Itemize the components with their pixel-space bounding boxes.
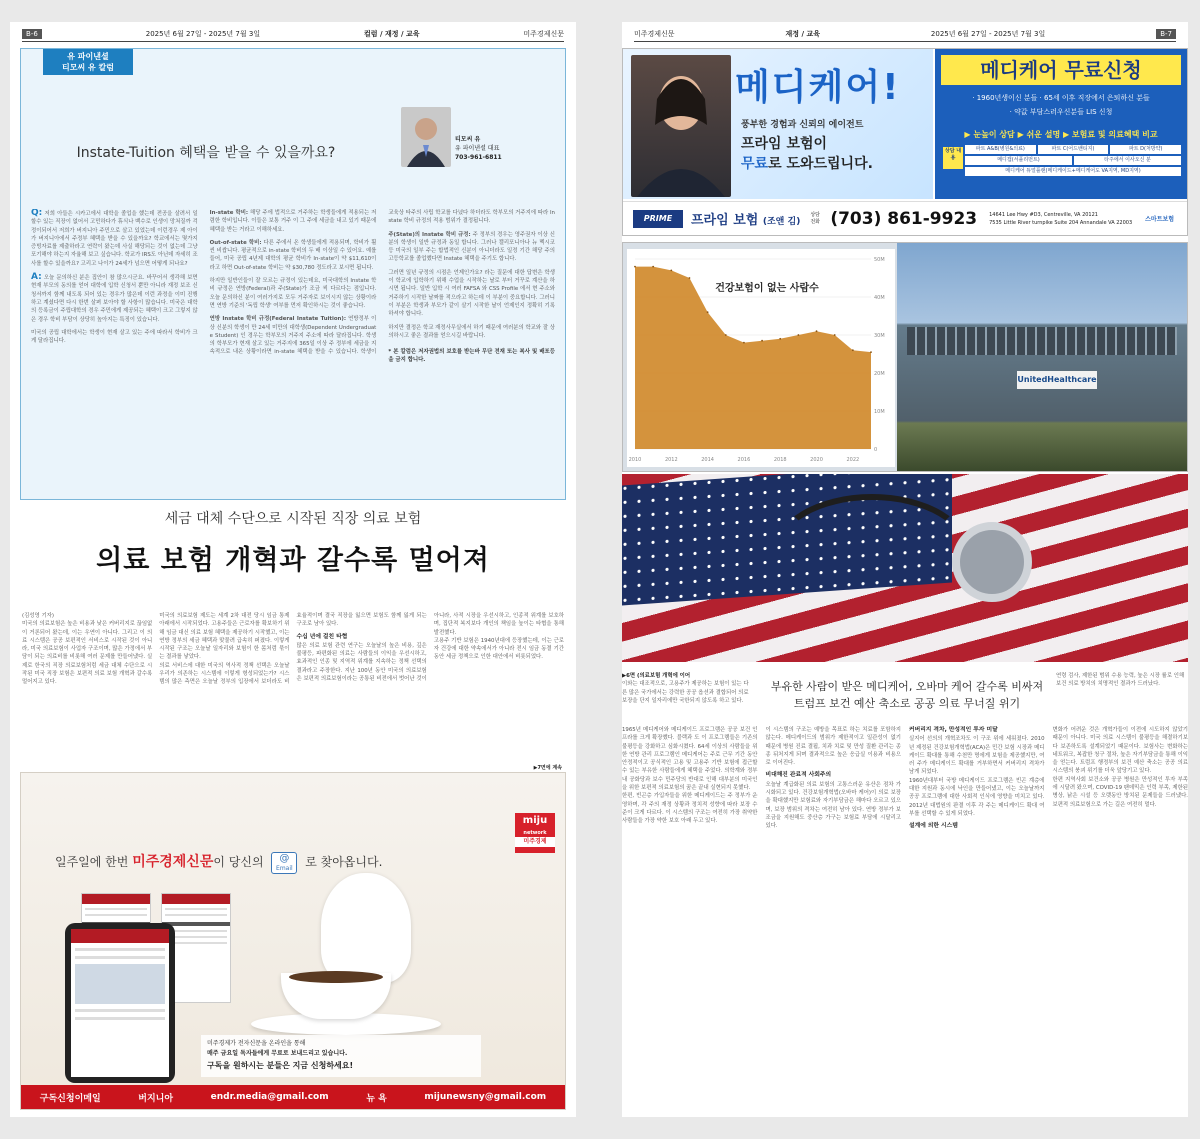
email-newyork-link[interactable]: mijunewsny@gmail.com bbox=[424, 1092, 547, 1102]
ad-note-2: 매주 금요일 독자들에게 무료로 보내드리고 있습니다. bbox=[207, 1050, 348, 1057]
miju-ad-headline bbox=[55, 851, 382, 874]
coffee-icon bbox=[289, 971, 383, 983]
address-1: 14641 Lee Hwy #D3, Centreville, VA 20121 bbox=[989, 211, 1098, 218]
article-paragraph: 미국의 의료보험 제도는 세계 2차 대전 당시 임금 통제 아래에서 시작되었다. 고용주들은 근로자를 확보하기 위해 임금 대신 의료 보험 혜택을 제공하기 시작했고, 이는 연방 정부의 세금 혜택과 맞물려 급속히 퍼졌다. 이렇게 시작된 구조는 오늘날 일자리와 보험이 한 몸처럼 묶이는 결과를 낳았다. bbox=[159, 613, 290, 661]
federal-label: 연방 Instate 학비 규정(Federal Instate Tuition): bbox=[209, 316, 346, 323]
sponsor-logo: 스마트보험 bbox=[1145, 216, 1175, 223]
prime-name-main: 프라임 보험 bbox=[691, 213, 759, 228]
right-article-head bbox=[622, 672, 1188, 722]
medicare-name-line1: 프라임 보험이 bbox=[741, 136, 828, 152]
miju-subscription-ad bbox=[20, 772, 566, 1110]
author-silhouette-icon bbox=[401, 107, 451, 167]
email-label: Email bbox=[276, 864, 293, 872]
medicare-ad bbox=[622, 48, 1188, 236]
plan-cell: 메디케어 듀얼플랜(메디케이드+메디케어도 VA지역, MD지역) bbox=[965, 167, 1181, 176]
ad-note-3: 구독을 원하시는 분들은 지금 신청하세요! bbox=[207, 1061, 354, 1070]
outstate-paragraph bbox=[210, 239, 377, 272]
title-line-2: 트럼프 보건 예산 축소로 공공 의료 무너질 위기 bbox=[793, 697, 1021, 710]
column-tag-line1: 유 파이낸셜 bbox=[67, 52, 109, 61]
author-name: 티모씨 유 bbox=[455, 136, 481, 143]
email-virginia-link[interactable]: endr.media@gmail.com bbox=[210, 1092, 329, 1102]
article-paragraph: 실지어 선의의 개혁조차도 이 구조 위에 세워졌다. 2010년 제정된 건강보험개혁법(ACA)은 민간 보험 시장과 메디케이드 확대를 통해 수천만 명에게 보험을 제공했지만, 여러 주가 메디케이드 확대를 거부하면서 커버리지 격차가 남게 되었다. bbox=[909, 736, 1045, 776]
author-info bbox=[455, 135, 502, 162]
article-paragraph: 고용주 기반 보험은 1940년대에 등장했는데, 이는 근로자 건강에 대한 약속에서가 아니라 전시 임금 동결 기간 동안 세금 정책으로 인한 대안에서 비롯되었다. bbox=[433, 637, 564, 661]
ad-headline-brand: 미주경제신문 bbox=[132, 854, 214, 870]
miju-ad-footer bbox=[21, 1085, 565, 1109]
column-body bbox=[31, 209, 555, 494]
column-tag-line2: 티모씨 유 칼럼 bbox=[62, 63, 114, 72]
left-article bbox=[22, 612, 564, 762]
answer-paragraph bbox=[31, 273, 198, 324]
y-tick-label: 20M bbox=[874, 371, 885, 377]
column-box bbox=[20, 48, 566, 500]
phone-label: 상담 전화 bbox=[810, 211, 820, 225]
x-tick-label: 2020 bbox=[810, 457, 823, 463]
instate-paragraph bbox=[210, 209, 377, 234]
q-text: 저희 아들은 시카고에서 대학을 졸업을 했는데 전공을 살려서 일할수 있는 직장이 없어서 고민하다가 휴식나 백수로 인생이 망쳐질까 걱정이되어서 저희가 버지니아 주민으로 살고 있었는데 이런경우 제 아이가 버지니아에서 주정부 혜택을 받을 수 있을까요? 학교에서는 몇가지 증빙자료를 제출하라고 연락이 왔는데 사실 해당되는 것이 없는데 그냥 포기해야 하는지 자율해 보고 싶습니다. 학교가 IRS도 아닌데 자세히 조사를 할수 있을까요? 고리고 나이가 24세가 넘으면 어떻게 되나요? bbox=[31, 211, 198, 267]
data-point bbox=[670, 270, 672, 272]
issue-date: 2025년 6월 27일 - 2025년 7월 3일 bbox=[145, 29, 261, 38]
flag-stethoscope-photo bbox=[622, 474, 1188, 662]
chart-title: 건강보험이 없는 사람수 bbox=[715, 283, 819, 294]
address-2: 7535 Little River turnpike Suite 204 Annandale VA 22003 bbox=[989, 219, 1133, 226]
stethoscope-icon bbox=[952, 522, 1032, 602]
x-tick-label: 2018 bbox=[773, 457, 787, 463]
data-point bbox=[834, 334, 836, 336]
data-point bbox=[779, 338, 781, 340]
column-tag bbox=[43, 49, 133, 75]
building-windows bbox=[907, 327, 1177, 355]
medicare-ad-left bbox=[623, 49, 933, 199]
y-tick-label: 0 bbox=[874, 447, 878, 453]
medicare-big-title: 메디케어! bbox=[735, 67, 901, 108]
miju-ad-note bbox=[201, 1035, 481, 1077]
miju-logo-mid: network bbox=[523, 830, 547, 836]
miju-logo-bottom: 미주경제 bbox=[515, 837, 555, 847]
x-tick-label: 2016 bbox=[737, 457, 751, 463]
subscribe-email-label: 구독신청이메일 bbox=[39, 1093, 101, 1104]
x-tick-label: 2014 bbox=[701, 457, 714, 463]
uninsured-chart bbox=[627, 249, 895, 467]
miju-logo bbox=[515, 813, 555, 853]
data-point bbox=[743, 342, 745, 344]
plan-cell: 타주에서 이사오신 분 bbox=[1074, 156, 1181, 165]
y-tick-label: 10M bbox=[874, 409, 885, 415]
data-point bbox=[707, 311, 709, 313]
paper-name: 미주경제신문 bbox=[523, 29, 564, 38]
medicare-tagline: 풍부한 경험과 신뢰의 에이전트 bbox=[741, 120, 864, 130]
plan-row bbox=[965, 167, 1181, 176]
article-subhead: 설계에 의한 시스템 bbox=[909, 823, 958, 830]
right-lead-text: 연령 검사, 제한된 범위 수용 능력, 높은 시장 률로 인해 보건 의료 방치의 치명적인 결과가 드러났다. bbox=[1056, 673, 1185, 688]
ad-note-1: 미주경제가 전자신문을 온라인을 통해 bbox=[207, 1040, 306, 1047]
right-article-title bbox=[762, 678, 1052, 712]
plan-cell: 파트 A&B(병원&의료) bbox=[965, 145, 1036, 154]
continued-note: ▶7면에 계속 bbox=[533, 765, 562, 771]
data-point bbox=[634, 266, 636, 268]
article-paragraph: 변화가 어려운 것은 개혁가들이 이전에 시도하지 않았기 때문이 아니다. 미국 의료 시스템이 불평등을 해결하기보다 보존하도록 설계되었기 때문이다. 보험사는 변화하는 네트워크, 복잡한 청구 절차, 높은 자기부담금을 통해 이익을 얻는다. 트럼프 행정부의 보건 예산 축소는 공공 의료 시스템의 붕괴 위기를 더욱 앞당기고 있다. bbox=[1052, 727, 1188, 775]
ad-headline-post: 이 당신의 bbox=[213, 855, 264, 869]
plan-row bbox=[965, 156, 1181, 165]
outstate-text-2: 하지만 일반인들이 잘 모르는 규정이 있는데요, 미국대학의 Instate 학비 규정은 연방(Federal)과 주(State)가 조금 씩 다르다는 점입니다. 오늘 문의하신 분이 여러가지로 모두 거주자로 보이시지 않는 상황이라면 연방 기준의 '독립 학생' 여부를 먼저 확인하시는 것이 좋습니다. bbox=[209, 278, 377, 309]
plan-row bbox=[965, 145, 1181, 154]
medicare-free-signup-title: 메디케어 무료신청 bbox=[941, 55, 1181, 85]
phone-number-link[interactable]: (703) 861-9923 bbox=[830, 208, 978, 229]
right-article-lead bbox=[622, 672, 752, 705]
instate-label: In-state 학비: bbox=[209, 210, 249, 216]
x-tick-label: 2022 bbox=[846, 457, 860, 463]
question-paragraph bbox=[31, 209, 198, 268]
state-paragraph bbox=[388, 231, 555, 264]
column-title: Instate-Tuition 혜택을 받을 수 있을까요? bbox=[76, 145, 336, 161]
page-number: B-6 bbox=[22, 29, 42, 39]
article-paragraph: 의료 서비스에 대한 미국의 역사적 정책 선택은 오늘날 우리가 의존하는 시스템에 이렇게 형성되었는가? 시스템의 많은 측면은 오늘날 정부의 입장에서 보더라도 비효율적이며 결국 직장을 잃으면 보험도 함께 잃게 되는 구조로 남아 있다. bbox=[159, 613, 427, 686]
paper-name: 미주경제신문 bbox=[634, 29, 675, 38]
outstate-text: 다른 주에서 온 학생들에게 적용되며, 학비가 훨씬 비쌉니다. 평균적으로 in-state 학비의 두 배 이상일 수 있어요. 예를 들어, 미국 공립 4년제 대학의 평균 학비가 In-state이 약 $11,610이라고 하면 Out-of-state 학비는 약 $30,780 정도라고 보시면 됩니다. bbox=[209, 239, 377, 271]
main-headline-block bbox=[10, 504, 576, 594]
uninsured-chart-photo bbox=[622, 242, 1188, 472]
article-paragraph: 한편, 빈곤층 가입자들을 위한 메디케이드는 주 정부가 운영하며, 각 주의 재정 상황과 정치적 성향에 따라 보장 수준이 크게 다르다. 이 시스템의 구조는 여전히 가장 취약한 사람들을 가장 약한 보호 아래 두고 있다. bbox=[622, 793, 758, 825]
data-point bbox=[725, 334, 727, 336]
plan-cell: 메디갭(서플리먼트) bbox=[965, 156, 1072, 165]
left-page bbox=[10, 22, 576, 1117]
a-text: 오늘 문의하신 분은 집안이 참 많으시군요. 바꾸어서 생각해 보면 현재 부모의 동의를 얻어 대학에 입학 신청서 뿐만 아니라 재정 보조 신청서까지 함께 내도록 되어 있는 경우가 많은데 이런 과정을 이미 진행하고 계셨다면 다시 한번 살펴 보아야 할 사항이 많습니다. 미국은 대학의 등록금이 주립대학의 경우 주민에게 제공되는 혜택이 크고 그렇지 않은 경우 학비 부담이 상당히 높아지는 특징이 있습니다. bbox=[31, 275, 198, 323]
ad-headline-pre: 일주일에 한번 bbox=[55, 855, 129, 869]
issue-date: 2025년 6월 27일 - 2025년 7월 3일 bbox=[930, 29, 1046, 38]
state-label: 주(State)의 Instate 학비 규정: bbox=[388, 231, 471, 238]
eligibility-line-1: · 1960년생이신 분들 · 65세 이후 직장에서 은퇴하신 분들 bbox=[972, 94, 1150, 102]
x-tick-label: 2010 bbox=[628, 457, 642, 463]
stethoscope-tube-icon bbox=[772, 494, 972, 614]
article-paragraph: 1965년 메디케어와 메디케이드 프로그램은 공공 보건 인프라를 크게 확장했다. 블랙과 도 이 프로그램들은 기존의 불평등을 강화하고 심화시켰다. 64세 이상의 사람들을 위한 연방 관리 프로그램인 메디케어는 주로 근무 기간 동안 안정적이고 공식적인 고용 및 고용주 기반 보험에 접근할 수 있는 부유한 사람들에게 혜택을 주었다. 의학계와 정부 내 공화당과 보수 민주당의 반대로 인해 대부분의 미국인을 위한 보편적 의료보험의 꿈은 끝내 실현되지 못했다. bbox=[622, 727, 758, 792]
right-running-header bbox=[634, 26, 1176, 42]
plan-cell: 파트 D(처방약) bbox=[1110, 145, 1181, 154]
instate-text: 해당 주에 법적으로 거주하는 학생들에게 적용되는 저렴한 학비입니다. 이들은 보통 거주 이 그 주에 세금을 내고 있기 때문에 혜택을 받는 거라고 이해하세요. bbox=[209, 210, 377, 233]
unitedhealthcare-sign: UnitedHealthcare bbox=[1017, 371, 1097, 389]
medicare-ad-right bbox=[935, 49, 1187, 199]
outstate-label: Out-of-state 학비: bbox=[209, 239, 262, 246]
column-disclaimer: * 본 칼럼은 저자권법의 보호를 받는바 무단 전재 또는 복사 및 배포등을 금지 합니다. bbox=[388, 349, 555, 364]
data-point bbox=[870, 351, 872, 353]
title-line-1: 부유한 사람이 받은 메디케어, 오바마 케어 갈수록 비싸져 bbox=[770, 680, 1044, 693]
section-name: 재정 / 교육 bbox=[785, 29, 820, 38]
consult-badge: 상담 내용 bbox=[943, 147, 963, 169]
author-photo bbox=[401, 107, 451, 167]
service-highlights: ▶ 눈높이 상담 ▶ 쉬운 설명 ▶ 보험료 및 의료혜택 비교 bbox=[964, 130, 1158, 139]
building-photo bbox=[897, 243, 1187, 471]
prime-name bbox=[691, 209, 800, 228]
data-point bbox=[816, 330, 818, 332]
page-number: B-7 bbox=[1156, 29, 1176, 39]
continued-from: ▶6면 (의료보험 개혁에 이어 bbox=[622, 673, 691, 679]
headline-title: 의료 보험 개혁과 갈수록 멀어져 bbox=[96, 545, 490, 576]
article-paragraph: 한편 지역사회 보건소와 공공 병원은 만성적인 투자 부족에 시달려 왔으며, COVID-19 팬데믹은 인력 부족, 제한된 병상, 낡은 시설 등 오랫동안 방치된 문제들을 드러냈다. 보편적 의료보험으로 가는 길은 여전히 멀다. bbox=[1052, 776, 1188, 808]
right-page bbox=[622, 22, 1188, 1117]
prime-logo: PRIME bbox=[633, 210, 683, 228]
medicare-name-line2 bbox=[741, 153, 873, 173]
article-subhead: 커버리지 격차, 만성적인 투자 미달 bbox=[909, 727, 998, 733]
article-subhead: 비대해진 관료적 사회주의 bbox=[765, 772, 832, 779]
author-title: 유 파이낸셜 대표 bbox=[455, 145, 500, 152]
region-virginia: 버지니아 bbox=[138, 1093, 174, 1104]
y-tick-label: 30M bbox=[874, 333, 885, 339]
q-mark: Q: bbox=[31, 209, 43, 218]
name-line2-rest: 로 도와드립니다. bbox=[768, 156, 873, 172]
free-word: 무료 bbox=[741, 156, 769, 172]
article-paragraph: 오늘날 계급화된 의료 보험의 고통스러운 유산은 점차 가시화되고 있다. 건강보험개혁법(오바마 케어)이 의료 보장을 확대했지만 보험료와 자기부담금은 해마다 오르고 있으며, 보장 범위의 격차는 여전히 남아 있다. 연방 정부가 보조금을 지원해도 중산층 가구는 보험료 부담에 시달리고 있다. bbox=[765, 781, 901, 830]
left-running-header bbox=[22, 26, 564, 42]
prime-name-small: (조앤 김) bbox=[762, 217, 801, 227]
a-text-2: 미국의 공립 대학에서는 학생이 현재 살고 있는 주에 따라서 학비가 크게 달라집니다. bbox=[31, 329, 198, 345]
federal-text: 연방정부 이상 신분의 학생이 만 24세 미만의 대학생(Dependent Undergraduate Student) 인 경우는 학부모의 거주지 주소에 따라 달라집니다. 학생의 학부모가 현재 살고 있는 거주지에 365일 이상 주 정부에 세금을 지속적으로 내온 상황이라면 in-state 혜택을 받을 수 있습니다. 학생이 교육상 타주의 사립 학교를 다녔다 하더라도 학부모의 거주지에 따라 Instate 학비 규정의 적용 범위가 결정됩니다. bbox=[209, 210, 555, 356]
data-point bbox=[852, 349, 854, 351]
agent-photo bbox=[631, 55, 731, 197]
state-text: 주 정부의 경우는 영주권자 이상 신분의 학생이 일반 규정과 동일 합니다. 그러나 캘리포니아나 뉴 멕시코등 미국의 일부 주는 합법적인 신분이 아니더라도 일정 기간 해당 주의 고등학교를 졸업했다면 Instate 혜택을 주기도 합니다. bbox=[388, 231, 555, 263]
y-tick-label: 50M bbox=[874, 257, 885, 263]
phone-mockup-icon bbox=[65, 923, 175, 1083]
article-subhead: 수십 년에 걸친 타협 bbox=[296, 633, 348, 640]
medicare-ad-contact-bar bbox=[623, 201, 1187, 235]
region-newyork: 뉴 욕 bbox=[366, 1093, 387, 1104]
article-paragraph: 1960년대부터 국방 메디케이드 프로그램은 빈곤 계층에 대한 지원과 동시에 낙인을 만들어냈고, 이는 오늘날까지 공공 프로그램에 대한 사회적 인식에 영향을 미치고 있다. 2012년 대법원의 판결 이후 각 주는 메디케이드 확대 여부를 선택할 수 있게 되었다. bbox=[909, 777, 1045, 817]
plan-table bbox=[965, 145, 1181, 178]
article-paragraph: 많은 의료 보험 관련 연구는 오늘날의 높은 비용, 깊은 불평등, 파편화된 의료는 사람들의 이익을 우선시하고, 효과적인 인종 및 지역적 위계를 지속하는 정책 선택의 결과라고 주장한다. 지난 100년 동안 미국의 의료보험은 보편적 의료보험이라는 공통된 비전에서 벗어난 것이 아니라, 사적 시장을 우선시하고, 인종적 위계를 보호하며, 집단적 복지보다 개인의 책임을 높이는 타협을 통해 발전했다. bbox=[296, 613, 564, 683]
state-text-2: 그러면 일년 규정의 시점은 언제인가요? 라는 질문에 대한 답변은 학생이 학교에 입학하기 위해 수업을 시작하는 날로 부터 거꾸로 계산을 하시면 됩니다. 일반 입학 시 여러 FAFSA 와 CSS Profile 에서 현 주소와 거주하기 시작한 날짜를 적으라고 하는데 이 부분이 중요합니다. 그러니 이 부분은 학생과 부모가 같이 살기 시작한 날이 언제인지 정확히 기록하셔야 합니다. bbox=[388, 269, 555, 318]
state-text-3: 하지만 결정은 학교 재정사무실에서 하기 때문에 여러분의 학교와 잘 상의하시고 좋은 결과를 얻으시길 바랍니다. bbox=[388, 324, 555, 339]
miju-logo-top: miju bbox=[522, 815, 548, 826]
eligibility-line-2: · 약값 부담스러우신분들 LIS 신청 bbox=[1009, 108, 1113, 116]
section-name: 컬럼 / 재정 / 교육 bbox=[364, 29, 420, 38]
email-icon: @ Email bbox=[271, 852, 297, 874]
article-paragraph: 미국의 의료보험은 높은 비용과 낮은 커버리지로 끊임없이 거론되어 왔는데, 이는 우연이 아니다. 그리고 이 의료 시스템은 공공 보편적인 서비스로 시작된 것이 아니라, 미국 의료보험이 사업자 구조이며, 많은 가정에서 부담이 되는 의료비를 비롯해 여러 문제를 만들어냈다. 실제로 한국의 직장 의료보험처럼 세금 대체 수단으로 시작된 미국 직장 보험은 보편적 의료 보험 개혁과 갈수록 멀어지고 있다. bbox=[22, 621, 153, 686]
author-phone: 703-961-6811 bbox=[455, 154, 502, 161]
plan-cell: 파트 C(어드밴티지) bbox=[1038, 145, 1109, 154]
article-paragraph: 이 시스템의 구조는 예방을 목표로 하는 치료를 포함하지 않는다. 메디케이드의 범위가 제한적이고 일관성이 없기 때문에 병원 진료 결핍, 치과 치료 및 만성 질환 관리는 종종 뒤처지게 되며 결과적으로 높은 응급실 이용과 비용으로 이어진다. bbox=[765, 727, 901, 767]
data-point bbox=[797, 334, 799, 336]
data-point bbox=[761, 340, 763, 342]
ad-headline-end: 로 찾아옵니다. bbox=[305, 855, 383, 869]
data-point bbox=[689, 277, 691, 279]
article-byline: (김성영 기자) bbox=[22, 613, 54, 619]
teapot-icon bbox=[321, 873, 411, 983]
a-mark: A: bbox=[31, 272, 42, 283]
x-tick-label: 2012 bbox=[664, 457, 678, 463]
y-tick-label: 40M bbox=[874, 295, 885, 301]
agent-silhouette-icon bbox=[631, 55, 731, 197]
headline-kicker: 세금 대체 수단으로 시작된 직장 의료 보험 bbox=[164, 511, 422, 527]
lead-text: 이와는 대조적으로, 고용주가 제공하는 보험이 있는 다른 많은 국가에서는 강력한 공공 옵션과 결합되어 의료 보장을 단지 일자리에만 국한되지 않도록 하고 있다. bbox=[622, 681, 749, 704]
data-point bbox=[652, 266, 654, 268]
right-article-body bbox=[622, 726, 1188, 1110]
address-block bbox=[989, 211, 1139, 227]
